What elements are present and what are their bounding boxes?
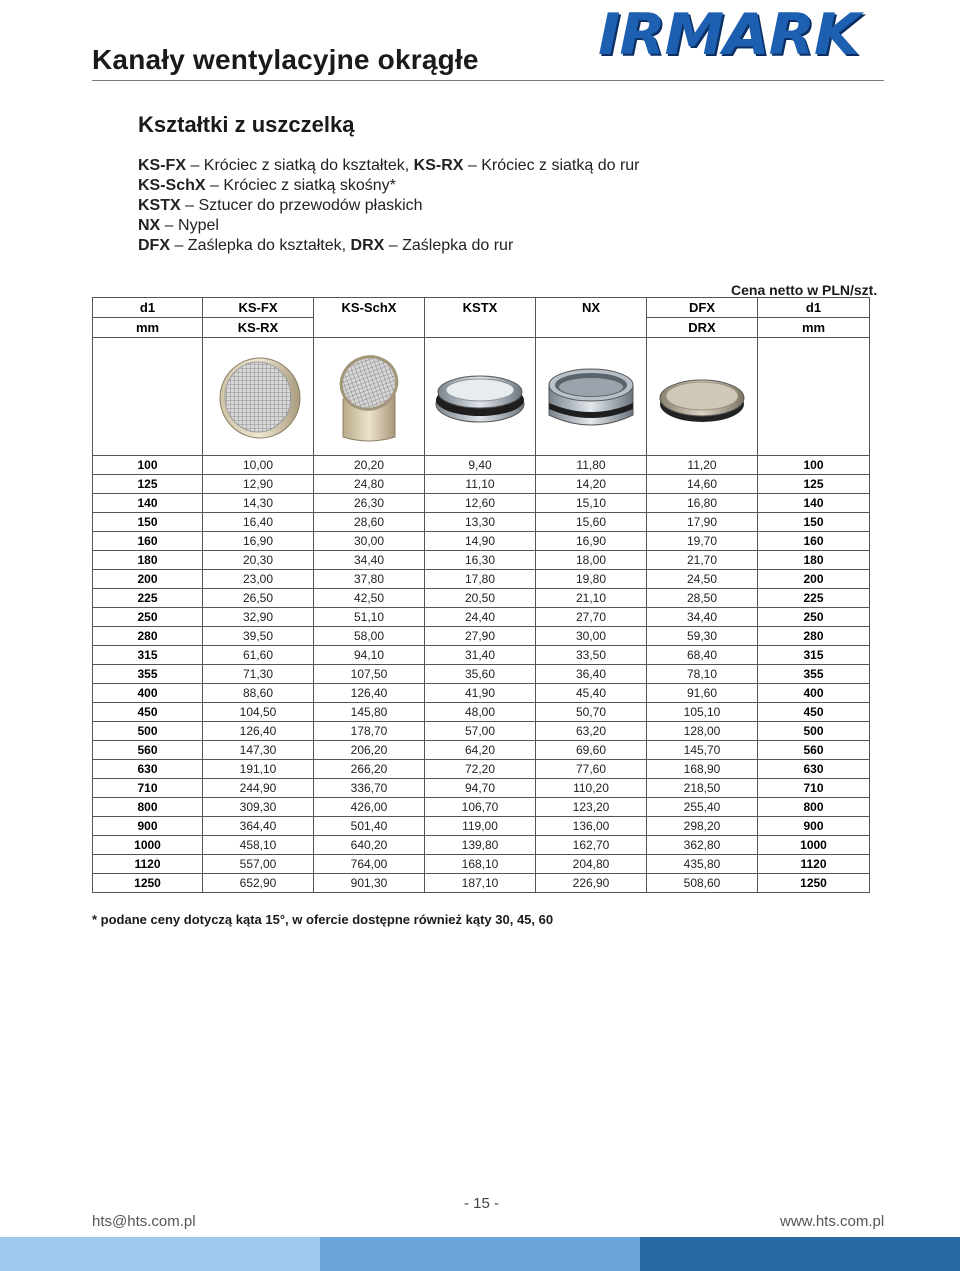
price-cell: 32,90 — [203, 608, 314, 627]
product-description: – Zaślepka do rur — [384, 237, 514, 254]
price-cell: 16,40 — [203, 513, 314, 532]
table-row — [93, 456, 870, 475]
diameter-cell: 280 — [93, 627, 203, 646]
diameter-cell: 1000 — [93, 836, 203, 855]
product-descriptions — [138, 156, 640, 256]
price-cell: 640,20 — [314, 836, 425, 855]
price-cell: 14,30 — [203, 494, 314, 513]
price-cell: 218,50 — [647, 779, 758, 798]
price-cell: 21,10 — [536, 589, 647, 608]
price-cell: 19,70 — [647, 532, 758, 551]
footer-email: hts@hts.com.pl — [92, 1213, 196, 1230]
diameter-cell: 160 — [758, 532, 870, 551]
price-cell: 28,50 — [647, 589, 758, 608]
table-header-row — [93, 298, 870, 318]
price-cell: 764,00 — [314, 855, 425, 874]
product-description: – Zaślepka do kształtek, — [170, 237, 351, 254]
price-cell: 41,90 — [425, 684, 536, 703]
price-cell: 11,20 — [647, 456, 758, 475]
table-row — [93, 589, 870, 608]
price-cell: 110,20 — [536, 779, 647, 798]
empty-cell — [93, 338, 203, 456]
product-code: NX — [138, 217, 161, 234]
price-cell: 34,40 — [314, 551, 425, 570]
price-cell: 50,70 — [536, 703, 647, 722]
price-cell: 88,60 — [203, 684, 314, 703]
diameter-cell: 710 — [758, 779, 870, 798]
diameter-cell: 180 — [758, 551, 870, 570]
price-cell: 24,80 — [314, 475, 425, 494]
table-row — [93, 817, 870, 836]
footnote: * podane ceny dotyczą kąta 15°, w ofercie dostępne również kąty 30, 45, 60 — [92, 912, 554, 927]
description-line — [138, 196, 640, 216]
price-cell: 15,10 — [536, 494, 647, 513]
price-cell: 105,10 — [647, 703, 758, 722]
footer-bar-segment — [320, 1237, 640, 1271]
price-cell: 20,20 — [314, 456, 425, 475]
angled-mesh-cap-icon — [329, 349, 409, 445]
product-description: – Króciec z siatką do kształtek, — [186, 157, 414, 174]
price-cell: 57,00 — [425, 722, 536, 741]
price-cell: 206,20 — [314, 741, 425, 760]
price-cell: 126,40 — [203, 722, 314, 741]
price-cell: 72,20 — [425, 760, 536, 779]
table-row — [93, 532, 870, 551]
description-line — [138, 216, 640, 236]
page-title: Kanały wentylacyjne okrągłe — [92, 44, 479, 75]
price-cell: 31,40 — [425, 646, 536, 665]
footer-color-bar — [0, 1237, 960, 1271]
column-header: mm — [93, 318, 203, 338]
price-cell: 34,40 — [647, 608, 758, 627]
price-cell: 78,10 — [647, 665, 758, 684]
price-cell: 501,40 — [314, 817, 425, 836]
column-header: d1 — [93, 298, 203, 318]
price-cell: 435,80 — [647, 855, 758, 874]
table-row — [93, 874, 870, 893]
price-cell: 33,50 — [536, 646, 647, 665]
table-row — [93, 855, 870, 874]
product-code: DFX — [138, 237, 170, 254]
diameter-cell: 100 — [93, 456, 203, 475]
product-image-cell — [647, 338, 758, 456]
price-cell: 168,90 — [647, 760, 758, 779]
table-row — [93, 551, 870, 570]
price-cell: 107,50 — [314, 665, 425, 684]
price-cell: 68,40 — [647, 646, 758, 665]
product-code: KSTX — [138, 197, 181, 214]
footer-website: www.hts.com.pl — [780, 1213, 885, 1230]
product-image-cell — [536, 338, 647, 456]
diameter-cell: 355 — [93, 665, 203, 684]
price-cell: 13,30 — [425, 513, 536, 532]
price-cell: 63,20 — [536, 722, 647, 741]
price-cell: 15,60 — [536, 513, 647, 532]
diameter-cell: 315 — [758, 646, 870, 665]
price-cell: 14,90 — [425, 532, 536, 551]
footer-bar-segment — [640, 1237, 960, 1271]
diameter-cell: 125 — [93, 475, 203, 494]
price-cell: 17,90 — [647, 513, 758, 532]
price-cell: 28,60 — [314, 513, 425, 532]
price-cell: 12,60 — [425, 494, 536, 513]
description-line — [138, 176, 640, 196]
table-row — [93, 513, 870, 532]
diameter-cell: 250 — [758, 608, 870, 627]
table-row — [93, 760, 870, 779]
price-cell: 48,00 — [425, 703, 536, 722]
price-cell: 16,80 — [647, 494, 758, 513]
diameter-cell: 400 — [93, 684, 203, 703]
column-header: KS-RX — [203, 318, 314, 338]
product-image-cell — [425, 338, 536, 456]
price-cell: 14,60 — [647, 475, 758, 494]
diameter-cell: 450 — [758, 703, 870, 722]
diameter-cell: 200 — [93, 570, 203, 589]
price-cell: 104,50 — [203, 703, 314, 722]
column-header: mm — [758, 318, 870, 338]
table-row — [93, 665, 870, 684]
price-cell: 16,30 — [425, 551, 536, 570]
price-cell: 362,80 — [647, 836, 758, 855]
price-cell: 64,20 — [425, 741, 536, 760]
diameter-cell: 160 — [93, 532, 203, 551]
price-cell: 309,30 — [203, 798, 314, 817]
price-cell: 128,00 — [647, 722, 758, 741]
table-row — [93, 741, 870, 760]
price-cell: 26,50 — [203, 589, 314, 608]
price-cell: 91,60 — [647, 684, 758, 703]
price-cell: 244,90 — [203, 779, 314, 798]
price-cell: 119,00 — [425, 817, 536, 836]
price-cell: 145,80 — [314, 703, 425, 722]
diameter-cell: 560 — [93, 741, 203, 760]
price-cell: 364,40 — [203, 817, 314, 836]
price-cell: 187,10 — [425, 874, 536, 893]
nipple-icon — [541, 357, 641, 437]
price-cell: 16,90 — [203, 532, 314, 551]
price-cell: 20,50 — [425, 589, 536, 608]
price-cell: 39,50 — [203, 627, 314, 646]
diameter-cell: 710 — [93, 779, 203, 798]
diameter-cell: 140 — [93, 494, 203, 513]
price-cell: 16,90 — [536, 532, 647, 551]
product-image-cell — [203, 338, 314, 456]
description-line — [138, 236, 640, 256]
price-cell: 23,00 — [203, 570, 314, 589]
diameter-cell: 630 — [93, 760, 203, 779]
table-row — [93, 779, 870, 798]
price-cell: 145,70 — [647, 741, 758, 760]
product-description: – Króciec z siatką skośny* — [205, 177, 396, 194]
price-cell: 58,00 — [314, 627, 425, 646]
price-cell: 147,30 — [203, 741, 314, 760]
price-cell: 27,70 — [536, 608, 647, 627]
diameter-cell: 1120 — [93, 855, 203, 874]
section-title: Kształtki z uszczelką — [138, 112, 355, 137]
price-cell: 123,20 — [536, 798, 647, 817]
table-row — [93, 627, 870, 646]
table-row — [93, 836, 870, 855]
price-cell: 11,10 — [425, 475, 536, 494]
table-row — [93, 684, 870, 703]
price-cell: 14,20 — [536, 475, 647, 494]
page-number: - 15 - — [464, 1195, 500, 1212]
diameter-cell: 180 — [93, 551, 203, 570]
price-cell: 51,10 — [314, 608, 425, 627]
diameter-cell: 1250 — [758, 874, 870, 893]
diameter-cell: 200 — [758, 570, 870, 589]
price-table — [92, 297, 870, 893]
product-code: DRX — [350, 237, 385, 254]
price-cell: 336,70 — [314, 779, 425, 798]
price-cell: 136,00 — [536, 817, 647, 836]
diameter-cell: 400 — [758, 684, 870, 703]
price-cell: 24,40 — [425, 608, 536, 627]
column-header: NX — [536, 298, 647, 338]
irmark-logo: IRMARK — [598, 1, 860, 69]
price-cell: 298,20 — [647, 817, 758, 836]
price-note: Cena netto w PLN/szt. — [731, 282, 878, 298]
diameter-cell: 1000 — [758, 836, 870, 855]
description-line — [138, 156, 640, 176]
product-description: – Króciec z siatką do rur — [463, 157, 640, 174]
price-cell: 162,70 — [536, 836, 647, 855]
price-cell: 77,60 — [536, 760, 647, 779]
column-header: KS-SchX — [314, 298, 425, 338]
diameter-cell: 500 — [93, 722, 203, 741]
price-cell: 37,80 — [314, 570, 425, 589]
product-description: – Sztucer do przewodów płaskich — [180, 197, 423, 214]
product-code: KS-SchX — [138, 177, 206, 194]
price-cell: 11,80 — [536, 456, 647, 475]
product-image-cell — [314, 338, 425, 456]
column-header: DFX — [647, 298, 758, 318]
product-code: KS-FX — [138, 157, 186, 174]
price-cell: 255,40 — [647, 798, 758, 817]
diameter-cell: 900 — [758, 817, 870, 836]
diameter-cell: 150 — [93, 513, 203, 532]
diameter-cell: 800 — [758, 798, 870, 817]
price-cell: 35,60 — [425, 665, 536, 684]
product-code: KS-RX — [413, 157, 464, 174]
price-cell: 652,90 — [203, 874, 314, 893]
flat-spigot-icon — [430, 362, 530, 432]
table-row — [93, 608, 870, 627]
price-cell: 26,30 — [314, 494, 425, 513]
diameter-cell: 450 — [93, 703, 203, 722]
diameter-cell: 225 — [758, 589, 870, 608]
column-header: DRX — [647, 318, 758, 338]
price-cell: 266,20 — [314, 760, 425, 779]
price-cell: 10,00 — [203, 456, 314, 475]
diameter-cell: 125 — [758, 475, 870, 494]
table-row — [93, 703, 870, 722]
product-image-row — [93, 338, 870, 456]
footer-bar-segment — [0, 1237, 320, 1271]
diameter-cell: 315 — [93, 646, 203, 665]
column-header: KSTX — [425, 298, 536, 338]
price-cell: 106,70 — [425, 798, 536, 817]
mesh-cap-icon — [210, 352, 306, 442]
price-cell: 226,90 — [536, 874, 647, 893]
price-cell: 204,80 — [536, 855, 647, 874]
diameter-cell: 500 — [758, 722, 870, 741]
table-row — [93, 722, 870, 741]
price-cell: 61,60 — [203, 646, 314, 665]
table-row — [93, 570, 870, 589]
table-row — [93, 494, 870, 513]
price-cell: 69,60 — [536, 741, 647, 760]
diameter-cell: 140 — [758, 494, 870, 513]
price-cell: 30,00 — [536, 627, 647, 646]
price-cell: 426,00 — [314, 798, 425, 817]
diameter-cell: 800 — [93, 798, 203, 817]
diameter-cell: 225 — [93, 589, 203, 608]
price-cell: 901,30 — [314, 874, 425, 893]
table-row — [93, 798, 870, 817]
price-cell: 94,70 — [425, 779, 536, 798]
price-cell: 19,80 — [536, 570, 647, 589]
diameter-cell: 280 — [758, 627, 870, 646]
price-cell: 27,90 — [425, 627, 536, 646]
price-cell: 24,50 — [647, 570, 758, 589]
diameter-cell: 355 — [758, 665, 870, 684]
price-cell: 191,10 — [203, 760, 314, 779]
price-cell: 178,70 — [314, 722, 425, 741]
price-cell: 12,90 — [203, 475, 314, 494]
empty-cell — [758, 338, 870, 456]
price-cell: 139,80 — [425, 836, 536, 855]
diameter-cell: 1120 — [758, 855, 870, 874]
diameter-cell: 100 — [758, 456, 870, 475]
column-header: d1 — [758, 298, 870, 318]
product-description: – Nypel — [160, 217, 219, 234]
price-cell: 9,40 — [425, 456, 536, 475]
end-cap-icon — [652, 362, 752, 432]
diameter-cell: 900 — [93, 817, 203, 836]
price-cell: 45,40 — [536, 684, 647, 703]
price-cell: 20,30 — [203, 551, 314, 570]
price-cell: 71,30 — [203, 665, 314, 684]
table-row — [93, 475, 870, 494]
diameter-cell: 1250 — [93, 874, 203, 893]
diameter-cell: 630 — [758, 760, 870, 779]
diameter-cell: 560 — [758, 741, 870, 760]
price-cell: 18,00 — [536, 551, 647, 570]
header-divider — [92, 80, 884, 81]
price-cell: 94,10 — [314, 646, 425, 665]
price-cell: 458,10 — [203, 836, 314, 855]
price-cell: 508,60 — [647, 874, 758, 893]
price-cell: 557,00 — [203, 855, 314, 874]
column-header: KS-FX — [203, 298, 314, 318]
price-cell: 126,40 — [314, 684, 425, 703]
price-cell: 59,30 — [647, 627, 758, 646]
diameter-cell: 250 — [93, 608, 203, 627]
price-cell: 17,80 — [425, 570, 536, 589]
table-row — [93, 646, 870, 665]
price-cell: 21,70 — [647, 551, 758, 570]
price-cell: 36,40 — [536, 665, 647, 684]
price-cell: 42,50 — [314, 589, 425, 608]
price-cell: 168,10 — [425, 855, 536, 874]
price-cell: 30,00 — [314, 532, 425, 551]
diameter-cell: 150 — [758, 513, 870, 532]
